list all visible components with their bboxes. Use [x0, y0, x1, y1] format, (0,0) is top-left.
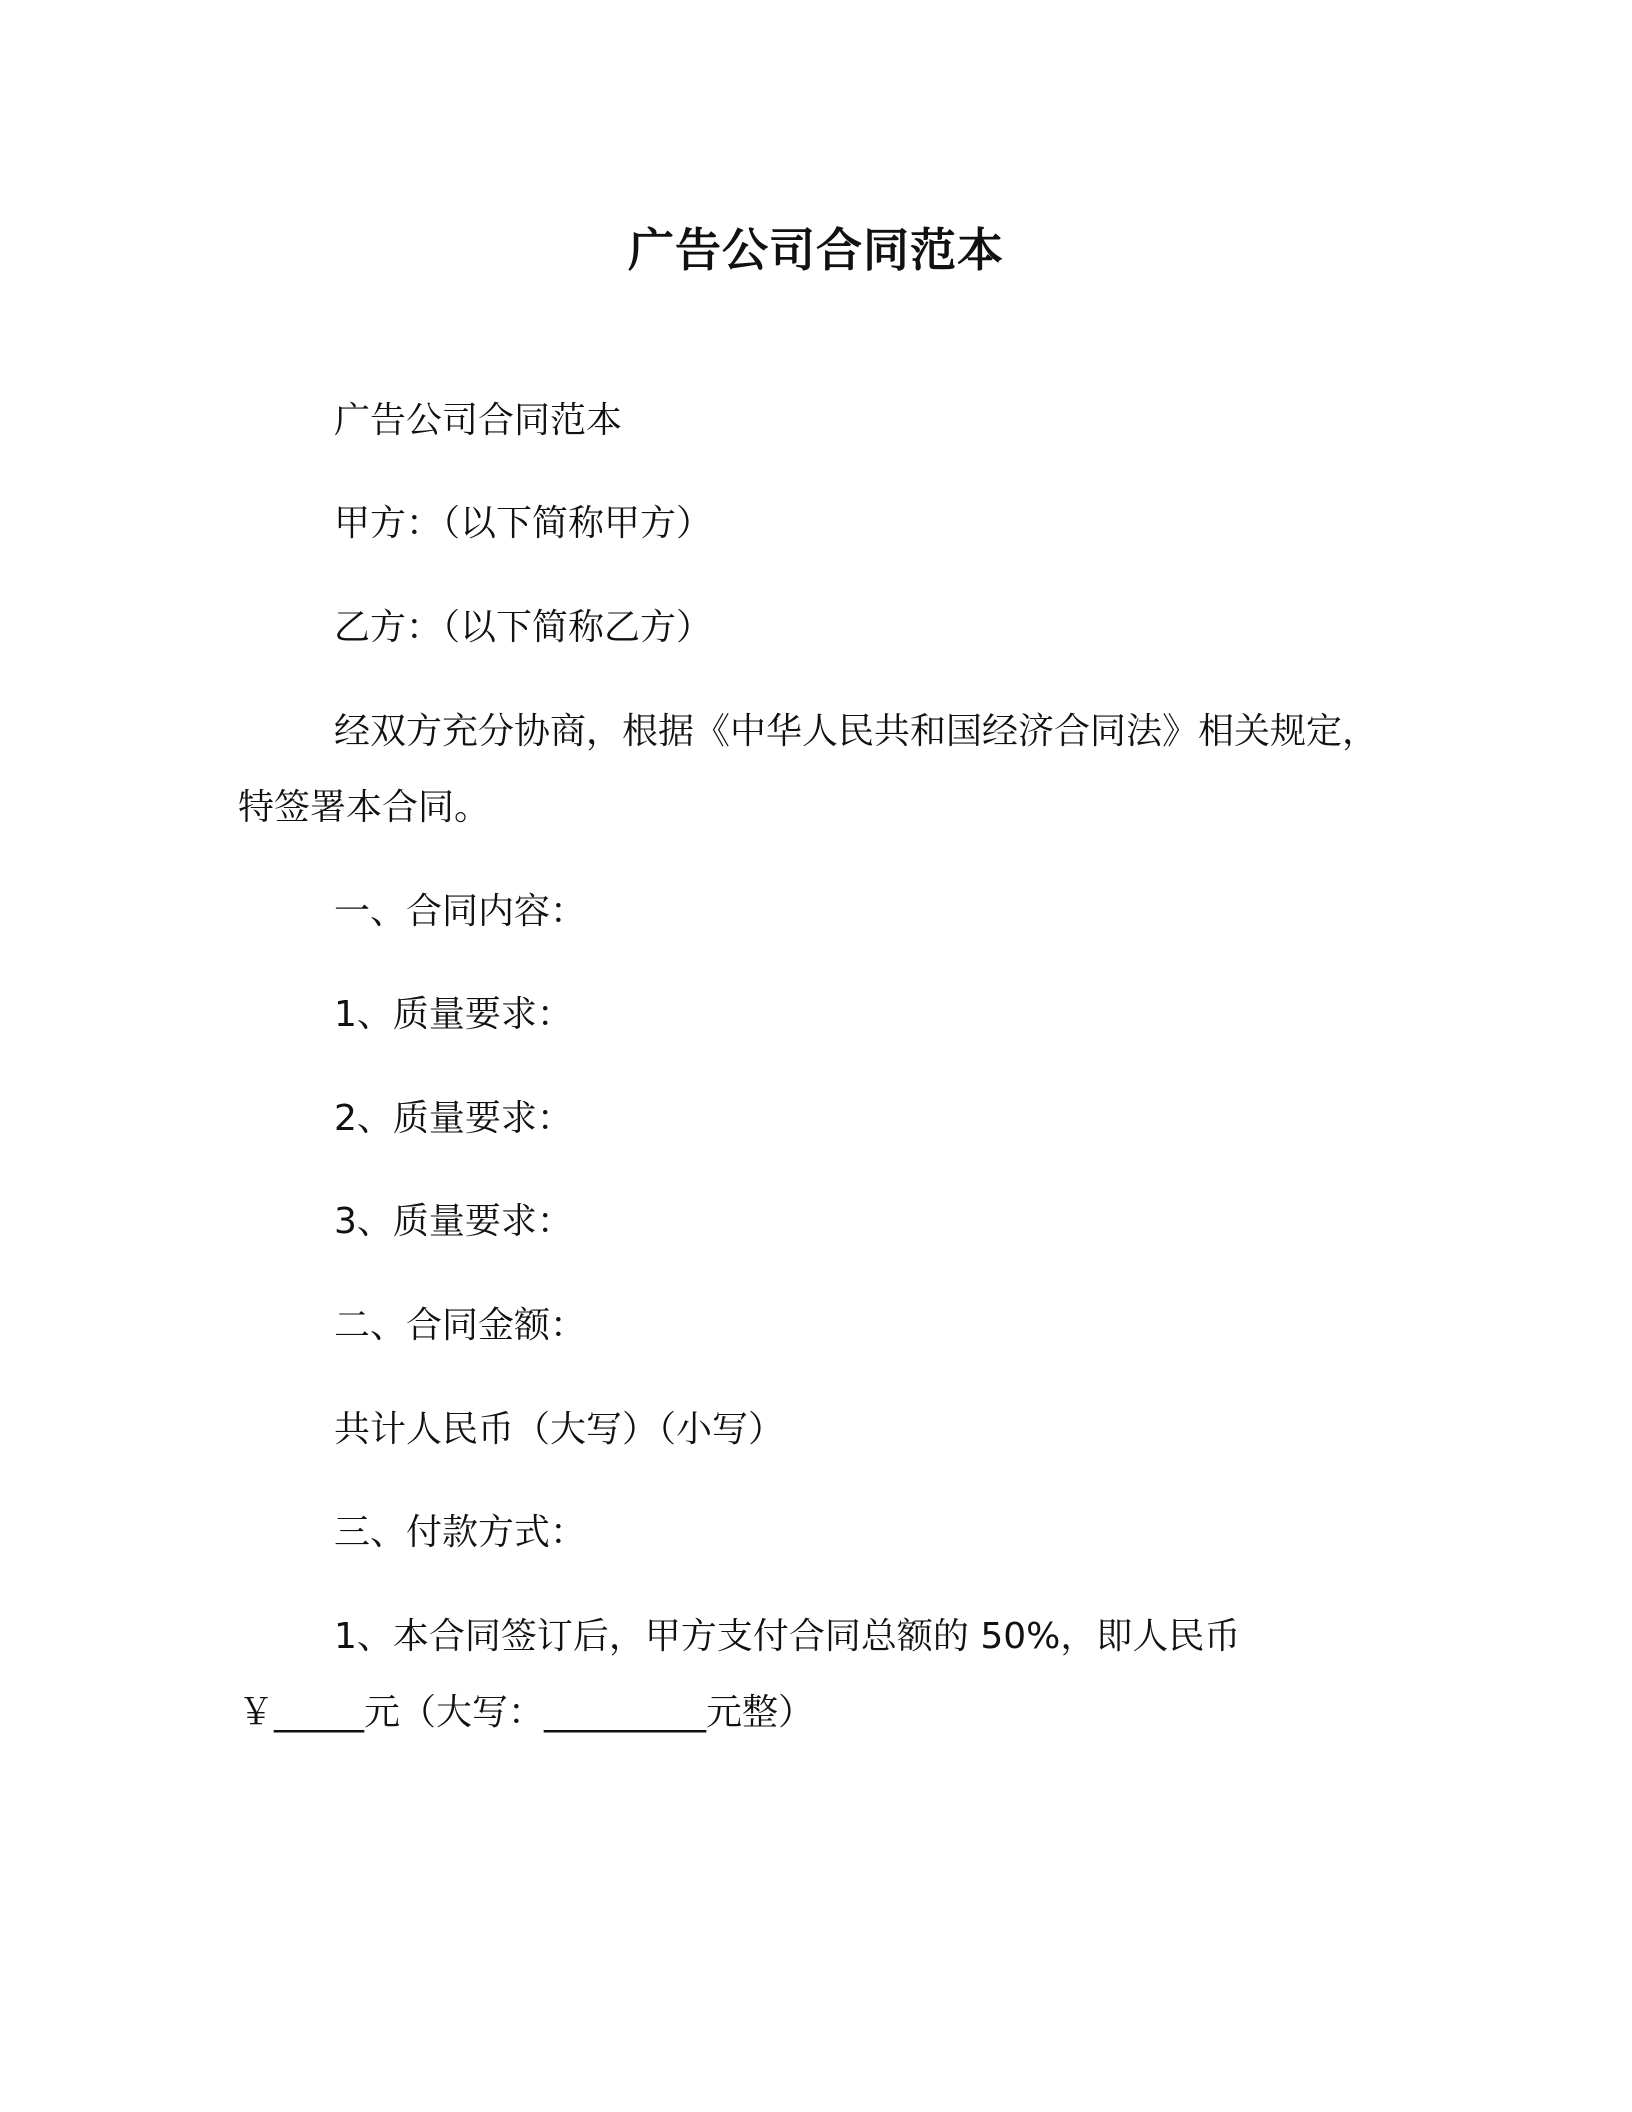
contract-heading: 广告公司合同范本: [334, 400, 623, 441]
party-b-line: 乙方：（以下简称乙方）: [334, 607, 713, 648]
party-a-line: 甲方：（以下简称甲方）: [334, 503, 713, 544]
quality-item-3: 3、质量要求：: [334, 1201, 573, 1242]
document-title: 广告公司合同范本: [628, 223, 1004, 277]
section-1-heading: 一、合同内容：: [334, 891, 587, 932]
payment-item-1-line-1: 1、本合同签订后，甲方支付合同总额的 50%，即人民币: [334, 1616, 1241, 1657]
payment-item-1-line-2: ￥_____元（大写：_________元整）: [238, 1692, 815, 1733]
section-3-heading: 三、付款方式：: [334, 1512, 587, 1553]
section-2-heading: 二、合同金额：: [334, 1305, 587, 1346]
preamble-line-2: 特签署本合同。: [238, 787, 491, 828]
total-amount-line: 共计人民币（大写）（小写）: [334, 1409, 785, 1450]
preamble-line-1: 经双方充分协商，根据《中华人民共和国经济合同法》相关规定，: [334, 711, 1379, 752]
quality-item-2: 2、质量要求：: [334, 1098, 573, 1139]
quality-item-1: 1、质量要求：: [334, 994, 573, 1035]
